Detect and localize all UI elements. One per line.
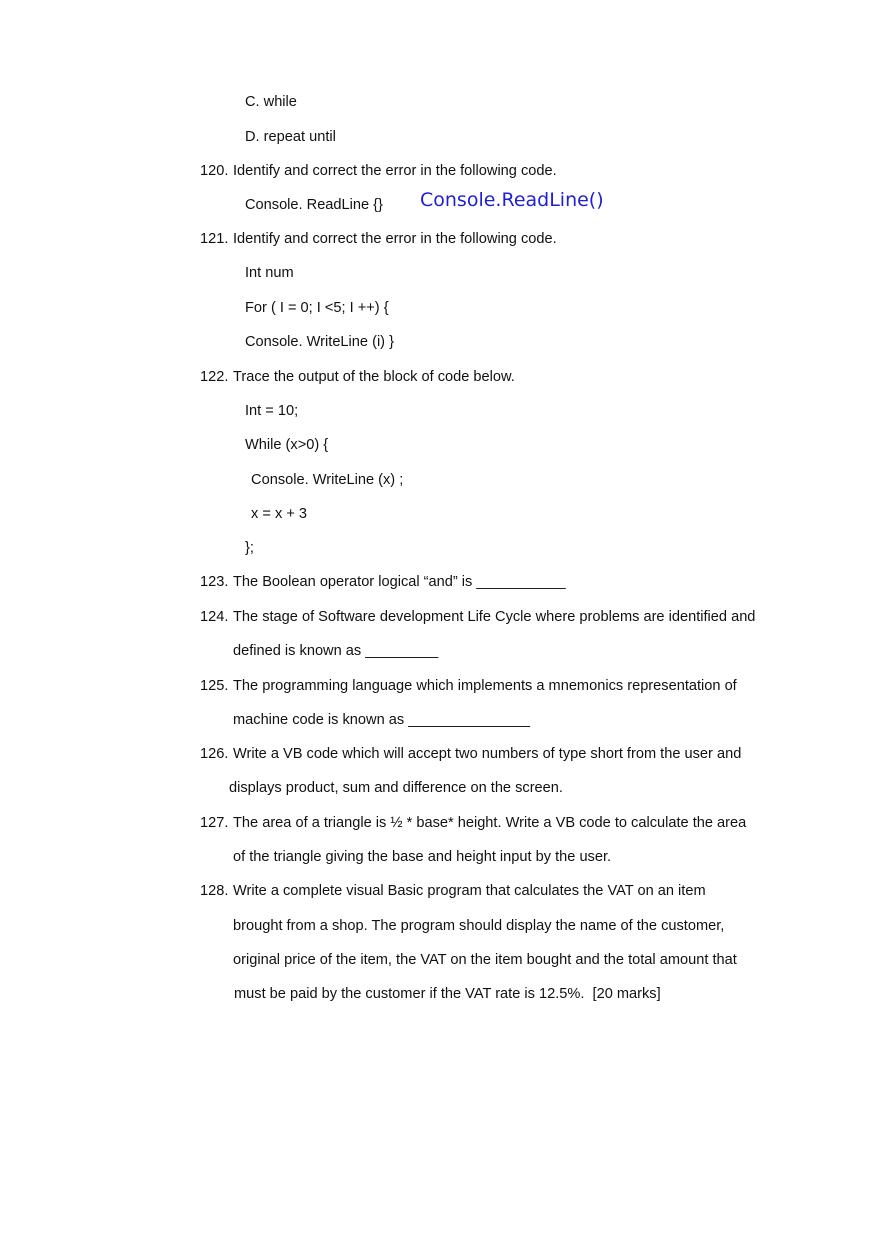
code-line: Int = 10;	[245, 403, 299, 419]
code-line: x = x + 3	[247, 506, 308, 522]
code-line: Console. WriteLine (x) ;	[247, 472, 404, 488]
question-128-text: brought from a shop. The program should display the name of the customer,	[233, 918, 725, 934]
question-123-text: The Boolean operator logical “and” is ___________	[233, 574, 566, 590]
code-line: Console. WriteLine (i) }	[245, 334, 394, 350]
question-number: 120.	[200, 163, 229, 179]
question-126-text: Write a VB code which will accept two numbers of type short from the user and	[233, 746, 742, 762]
code-line: While (x>0) {	[245, 437, 329, 453]
question-128-text: original price of the item, the VAT on the item bought and the total amount that	[233, 952, 737, 968]
question-128-text: must be paid by the customer if the VAT rate is 12.5%. [20 marks]	[234, 986, 661, 1002]
question-number: 124.	[200, 609, 229, 625]
question-127-text: The area of a triangle is ½ * base* height. Write a VB code to calculate the area	[233, 815, 747, 831]
code-line: Int num	[245, 265, 294, 281]
question-124-text: The stage of Software development Life Cycle where problems are identified and	[233, 609, 756, 625]
code-line: };	[245, 540, 254, 556]
question-127-text: of the triangle giving the base and height input by the user.	[233, 849, 612, 865]
question-number: 128.	[200, 883, 229, 899]
handwritten-answer: Console.ReadLine()	[420, 189, 604, 211]
code-line: For ( I = 0; I <5; I ++) {	[245, 300, 389, 316]
question-number: 122.	[200, 369, 229, 385]
option-d: D. repeat until	[245, 129, 336, 145]
code-line: Console. ReadLine {}	[245, 197, 383, 213]
question-128-text: Write a complete visual Basic program that calculates the VAT on an item	[233, 883, 706, 899]
option-c: C. while	[245, 94, 297, 110]
question-125-text: The programming language which implements a mnemonics representation of	[233, 678, 737, 694]
question-number: 126.	[200, 746, 229, 762]
question-number: 125.	[200, 678, 229, 694]
question-121-text: Identify and correct the error in the following code.	[233, 231, 557, 247]
question-126-text: displays product, sum and difference on the screen.	[229, 780, 563, 796]
question-124-text: defined is known as _________	[233, 643, 439, 659]
question-number: 123.	[200, 574, 229, 590]
question-125-text: machine code is known as _______________	[233, 712, 530, 728]
question-122-text: Trace the output of the block of code below.	[233, 369, 515, 385]
question-number: 127.	[200, 815, 229, 831]
question-120-text: Identify and correct the error in the following code.	[233, 163, 557, 179]
question-number: 121.	[200, 231, 229, 247]
